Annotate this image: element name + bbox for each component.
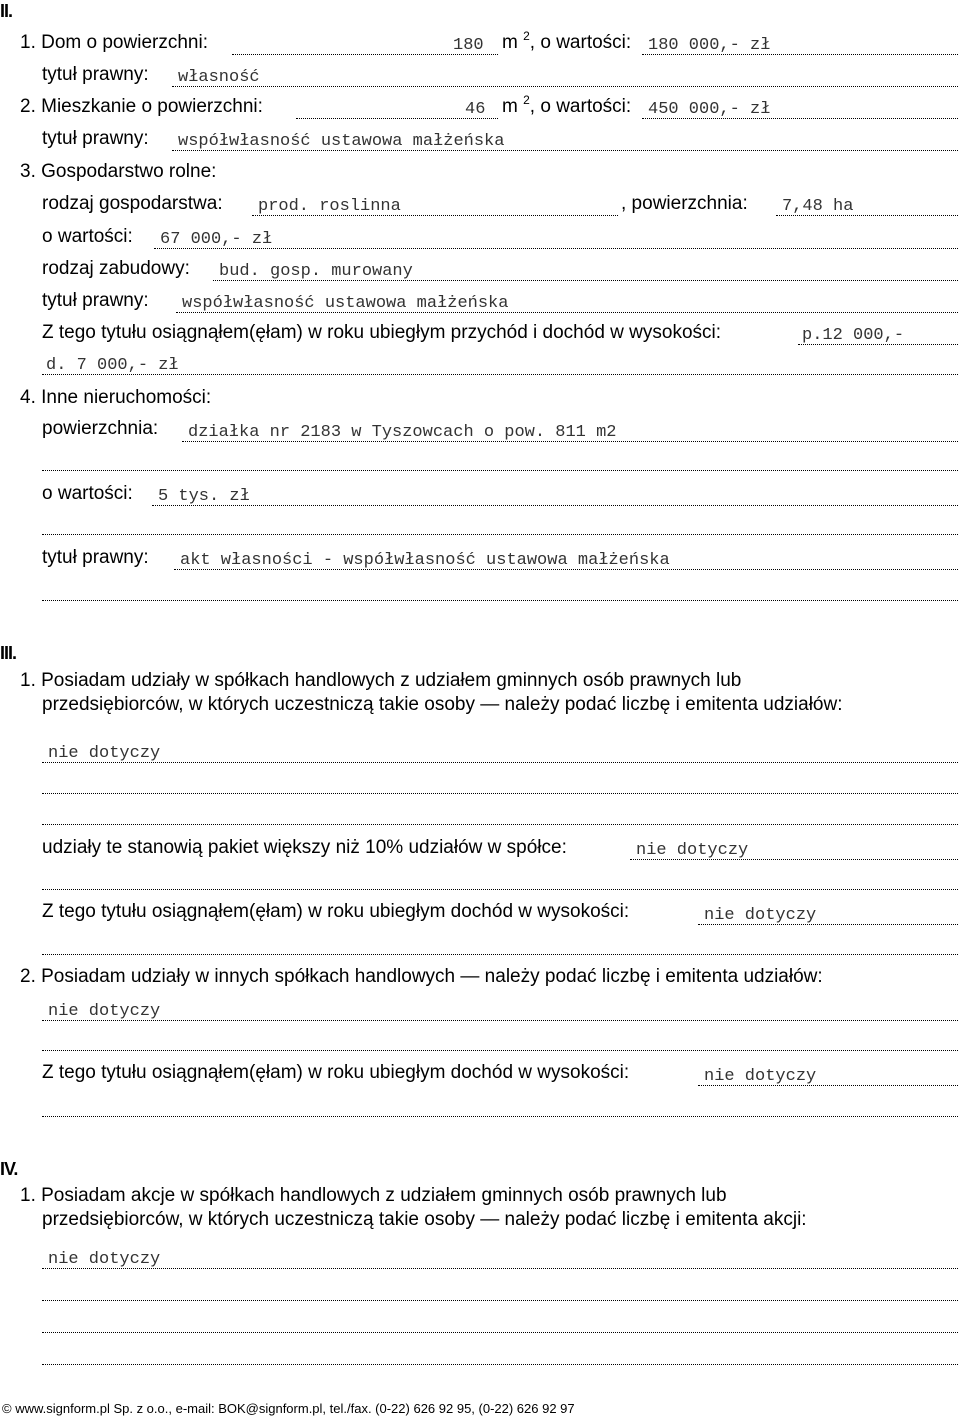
farm-income-label: Z tego tytułu osiągnąłem(ęłam) w roku ubiegłym przychód i dochód w wysokości: <box>42 322 722 343</box>
flat-value-dots <box>642 118 958 119</box>
farm-title-label: tytuł prawny: <box>42 290 149 311</box>
farm-building-label: rodzaj zabudowy: <box>42 258 190 279</box>
farm-type-dots <box>252 215 618 216</box>
shares-packet-dots <box>630 859 958 860</box>
other-area-label: powierzchnia: <box>42 418 159 439</box>
house-unit: m $^2$, o wartości: <box>502 29 632 53</box>
shares-item1-line1: 1. Posiadam udziały w spółkach handlowych z udziałem gminnych osób prawnych lub <box>20 670 742 691</box>
farm-value-label: o wartości: <box>42 226 133 247</box>
section-heading-iii: III. <box>0 643 17 663</box>
other-property-label: 4. Inne nieruchomości: <box>20 387 212 408</box>
house-title-value: własność <box>178 68 260 87</box>
other-title-value: akt własności - współwłasność ustawowa małżeńska <box>180 551 670 570</box>
shares-income-dots-2 <box>42 954 958 955</box>
other-area-value: działka nr 2183 w Tyszowcach o pow. 811 m2 <box>188 423 617 442</box>
flat-title-label: tytuł prawny: <box>42 128 149 149</box>
other-area-dots-2 <box>42 470 958 471</box>
farm-income-value-2: d. 7 000,- zł <box>46 356 179 375</box>
other-area-dots <box>182 441 958 442</box>
shares-income2-dots-2 <box>42 1116 958 1117</box>
stocks-item1-value: nie dotyczy <box>48 1250 161 1269</box>
shares-item2-line: 2. Posiadam udziały w innych spółkach handlowych — należy podać liczbę i emitenta udziałów: <box>20 966 823 987</box>
shares-item2-dots-2 <box>42 1050 958 1051</box>
house-value: 180 000,- zł <box>648 36 771 55</box>
farm-value: 67 000,- zł <box>160 230 273 249</box>
farm-label: 3. Gospodarstwo rolne: <box>20 161 217 182</box>
shares-item2-dots <box>42 1020 958 1021</box>
farm-area-label: , powierzchnia: <box>621 193 748 214</box>
stocks-item1-line1: 1. Posiadam akcje w spółkach handlowych z udziałem gminnych osób prawnych lub <box>20 1185 727 1206</box>
flat-label: 2. Mieszkanie o powierzchni: <box>20 96 263 117</box>
house-value-dots <box>642 54 958 55</box>
other-value-label: o wartości: <box>42 483 133 504</box>
farm-income-dots-2 <box>42 374 958 375</box>
stocks-item1-dots <box>42 1268 958 1269</box>
farm-title-value: współwłasność ustawowa małżeńska <box>182 294 509 313</box>
flat-area-dots <box>296 118 498 119</box>
flat-title-value: współwłasność ustawowa małżeńska <box>178 132 505 151</box>
shares-income-value: nie dotyczy <box>704 906 817 925</box>
farm-title-dots <box>176 312 958 313</box>
stocks-item1-dots-4 <box>42 1364 958 1365</box>
shares-item1-dots-2 <box>42 793 958 794</box>
other-title-dots-2 <box>42 600 958 601</box>
farm-type-value: prod. roslinna <box>258 197 401 216</box>
farm-area-value: 7,48 ha <box>782 197 854 216</box>
farm-area-dots <box>776 215 958 216</box>
other-title-dots <box>174 569 958 570</box>
other-value-dots <box>152 505 958 506</box>
section-heading-ii: II. <box>0 1 13 21</box>
stocks-item1-line2: przedsiębiorców, w których uczestniczą takie osoby — należy podać liczbę i emitenta akcji: <box>42 1209 807 1230</box>
house-area-dots <box>232 54 498 55</box>
flat-value: 450 000,- zł <box>648 100 771 119</box>
house-title-dots <box>172 86 958 87</box>
other-value: 5 tys. zł <box>158 487 250 506</box>
farm-income-value-1: p.12 000,- <box>802 326 905 345</box>
shares-packet-value: nie dotyczy <box>636 841 749 860</box>
farm-income-dots-1 <box>798 344 958 345</box>
shares-item1-dots-3 <box>42 824 958 825</box>
shares-income-dots <box>698 924 958 925</box>
flat-area-value: 46 <box>465 100 486 119</box>
footer-text: © www.signform.pl Sp. z o.o., e-mail: BOK@signform.pl, tel./fax. (0-22) 626 92 95, (0-22) 626 92 97 <box>2 1401 575 1416</box>
flat-title-dots <box>172 150 958 151</box>
shares-item1-value: nie dotyczy <box>48 744 161 763</box>
section-heading-iv: IV. <box>0 1159 18 1179</box>
shares-income2-value: nie dotyczy <box>704 1067 817 1086</box>
farm-value-dots <box>154 248 958 249</box>
shares-income-label: Z tego tytułu osiągnąłem(ęłam) w roku ubiegłym dochód w wysokości: <box>42 901 630 922</box>
house-title-label: tytuł prawny: <box>42 64 149 85</box>
farm-type-label: rodzaj gospodarstwa: <box>42 193 223 214</box>
house-area-value: 180 <box>453 36 484 55</box>
shares-item1-dots <box>42 762 958 763</box>
flat-unit: m $^2$, o wartości: <box>502 93 632 117</box>
shares-income2-dots <box>698 1085 958 1086</box>
other-value-dots-2 <box>42 534 958 535</box>
stocks-item1-dots-3 <box>42 1332 958 1333</box>
shares-item2-value: nie dotyczy <box>48 1002 161 1021</box>
shares-income2-label: Z tego tytułu osiągnąłem(ęłam) w roku ubiegłym dochód w wysokości: <box>42 1062 630 1083</box>
shares-packet-dots-2 <box>42 889 958 890</box>
farm-building-dots <box>213 280 958 281</box>
stocks-item1-dots-2 <box>42 1300 958 1301</box>
other-title-label: tytuł prawny: <box>42 547 149 568</box>
house-label: 1. Dom o powierzchni: <box>20 32 208 53</box>
farm-building-value: bud. gosp. murowany <box>219 262 413 281</box>
shares-item1-line2: przedsiębiorców, w których uczestniczą takie osoby — należy podać liczbę i emitenta udziałów: <box>42 694 843 715</box>
shares-packet-label: udziały te stanowią pakiet większy niż 10% udziałów w spółce: <box>42 837 567 858</box>
